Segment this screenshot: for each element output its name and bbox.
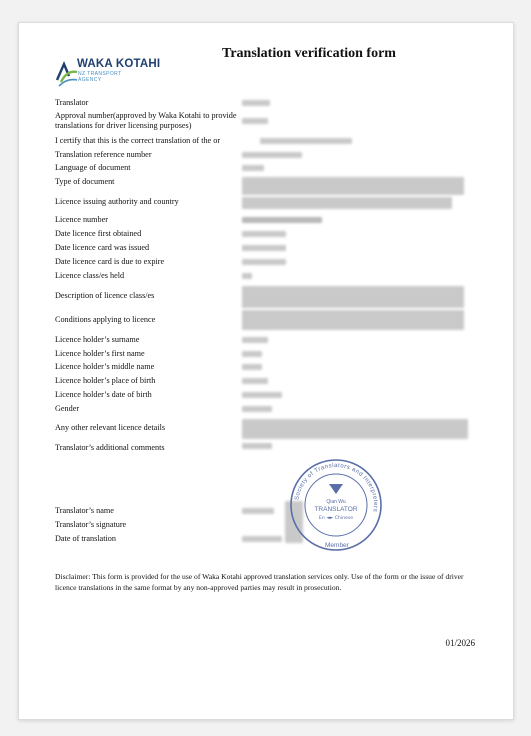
- stamp-role: TRANSLATOR: [314, 506, 358, 513]
- redacted-value: [242, 245, 286, 251]
- redacted-value: [242, 536, 282, 542]
- redacted-value: [242, 310, 464, 330]
- redacted-value: [242, 392, 282, 398]
- redacted-value: [242, 100, 270, 106]
- logo-subtitle-line2: AGENCY: [78, 76, 102, 83]
- field-label-reference-number: Translation reference number: [55, 150, 152, 159]
- redacted-value: [242, 443, 272, 449]
- logo-subtitle-line1: NZ TRANSPORT: [78, 71, 122, 77]
- redacted-value: [242, 231, 286, 237]
- redacted-value: [242, 508, 274, 514]
- redacted-value: [242, 378, 268, 384]
- field-label-date-of-translation: Date of translation: [55, 534, 116, 543]
- redacted-value: [242, 286, 464, 308]
- field-label-translator-signature: Translator’s signature: [55, 520, 127, 529]
- field-label-licence-number: Licence number: [55, 215, 108, 224]
- stamp-ring-text: Society of Translators and Interpreters: [294, 462, 379, 513]
- form-version: 01/2026: [445, 638, 475, 648]
- translator-stamp: [289, 458, 383, 552]
- field-label-middle-name: Licence holder’s middle name: [55, 362, 155, 371]
- field-label-licence-classes: Licence class/es held: [55, 271, 125, 280]
- field-label-language: Language of document: [55, 163, 131, 172]
- redacted-value: [242, 217, 322, 223]
- field-label-first-name: Licence holder’s first name: [55, 349, 145, 358]
- redacted-value: [242, 337, 268, 343]
- field-label-surname: Licence holder’s surname: [55, 335, 140, 344]
- field-label-date-expire: Date licence card is due to expire: [55, 257, 165, 266]
- waka-kotahi-logo: [55, 58, 165, 92]
- field-label-translator-name: Translator’s name: [55, 506, 114, 515]
- field-label-translator: Translator: [55, 98, 89, 107]
- field-label-document-type: Type of document: [55, 177, 115, 186]
- stamp-member: Member: [325, 542, 349, 549]
- logo-subtitle: [78, 72, 122, 83]
- redacted-value: [242, 364, 262, 370]
- field-label-approval-number: Approval number(approved by Waka Kotahi to provide translations for driver licensing purposes): [55, 111, 237, 130]
- redacted-value: [242, 406, 272, 412]
- field-label-date-first-obtained: Date licence first obtained: [55, 229, 142, 238]
- stamp-languages: En ◄► Chinese: [318, 516, 354, 521]
- field-label-issuing-authority: Licence issuing authority and country: [55, 197, 179, 206]
- field-label-place-of-birth: Licence holder’s place of birth: [55, 376, 156, 385]
- redacted-value: [242, 165, 264, 171]
- logo-mark-icon: [55, 60, 79, 90]
- field-label-gender: Gender: [55, 404, 80, 413]
- redacted-value: [242, 152, 302, 158]
- redacted-value: [260, 138, 352, 144]
- redacted-value: [242, 273, 252, 279]
- document-page: [18, 22, 514, 720]
- field-label-conditions: Conditions applying to licence: [55, 315, 156, 324]
- stamp-seal-icon: [289, 458, 383, 552]
- redacted-value: [242, 419, 468, 439]
- field-label-certify: I certify that this is the correct translation of the or: [55, 136, 221, 145]
- logo-name: WAKA KOTAHI: [77, 58, 161, 70]
- stamp-name: Qian Wu: [326, 499, 346, 505]
- field-label-date-of-birth: Licence holder’s date of birth: [55, 390, 152, 399]
- field-label-date-issued: Date licence card was issued: [55, 243, 150, 252]
- field-label-class-description: Description of licence class/es: [55, 291, 155, 300]
- stamp-triangle-icon: [329, 484, 343, 494]
- redacted-value: [242, 197, 452, 209]
- field-label-additional-comments: Translator’s additional comments: [55, 443, 165, 452]
- disclaimer-text: Disclaimer: This form is provided for the use of Waka Kotahi approved translation services only. Use of the form or the issue of driver licence translations in the same format by any non-approved parties may result in prosecution.: [55, 572, 464, 592]
- redacted-value: [242, 259, 286, 265]
- redacted-value: [242, 351, 262, 357]
- redacted-value: [242, 177, 464, 195]
- field-label-other-details: Any other relevant licence details: [55, 423, 166, 432]
- redacted-value: [242, 118, 268, 124]
- form-title: Translation verification form: [222, 46, 396, 61]
